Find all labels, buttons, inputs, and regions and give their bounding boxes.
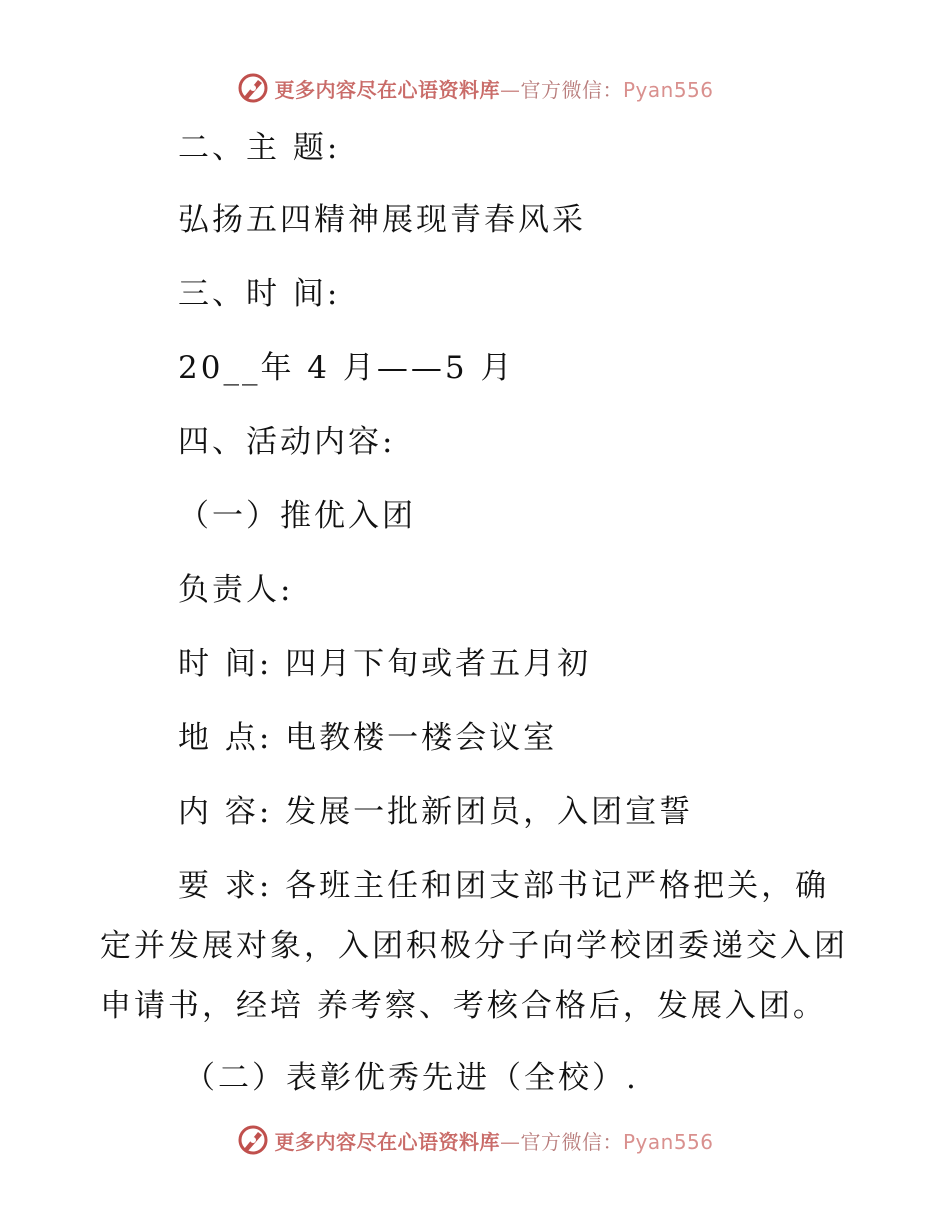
pen-logo-icon — [236, 1123, 270, 1157]
banner-dash: — — [499, 1129, 521, 1154]
heading-activity: 四、活动内容: — [178, 424, 396, 460]
banner-label: 官方微信： — [520, 77, 623, 102]
time-text: 20__年 4 月——5 月 — [178, 350, 515, 386]
banner-brand: 更多内容尽在心语资料库 — [274, 1129, 500, 1154]
subheading-recommend: （一）推优入团 — [178, 498, 416, 534]
header-banner — [0, 68, 950, 108]
heading-theme: 二、主 题: — [178, 130, 341, 166]
heading-time: 三、时 间: — [178, 276, 341, 312]
subheading-commendation: （二）表彰优秀先进（全校）. — [184, 1060, 639, 1096]
banner-text — [274, 1126, 713, 1155]
footer-banner — [0, 1120, 950, 1160]
requirement-line-2: 定并发展对象，入团积极分子向学校团委递交入团 — [100, 928, 848, 964]
banner-brand: 更多内容尽在心语资料库 — [274, 77, 500, 102]
banner-dash: — — [499, 77, 521, 102]
banner-label: 官方微信： — [520, 1129, 623, 1154]
requirement-line-3: 申请书，经培 养考察、考核合格后，发展入团。 — [100, 988, 827, 1024]
activity-time: 时 间: 四月下旬或者五月初 — [178, 646, 592, 682]
banner-wechat-id: Pyan556 — [622, 1129, 714, 1154]
requirement-line-1: 要 求: 各班主任和团支部书记严格把关，确 — [178, 868, 830, 904]
banner-text — [274, 74, 713, 103]
responsible-person: 负责人: — [178, 572, 294, 608]
activity-content: 内 容: 发展一批新团员，入团宣誓 — [178, 794, 694, 830]
pen-logo-icon — [236, 71, 270, 105]
banner-wechat-id: Pyan556 — [622, 77, 714, 102]
footer-banner-content — [236, 1123, 713, 1157]
activity-location: 地 点: 电教楼一楼会议室 — [178, 720, 558, 756]
header-banner-content — [236, 71, 713, 105]
theme-text: 弘扬五四精神展现青春风采 — [178, 202, 586, 238]
